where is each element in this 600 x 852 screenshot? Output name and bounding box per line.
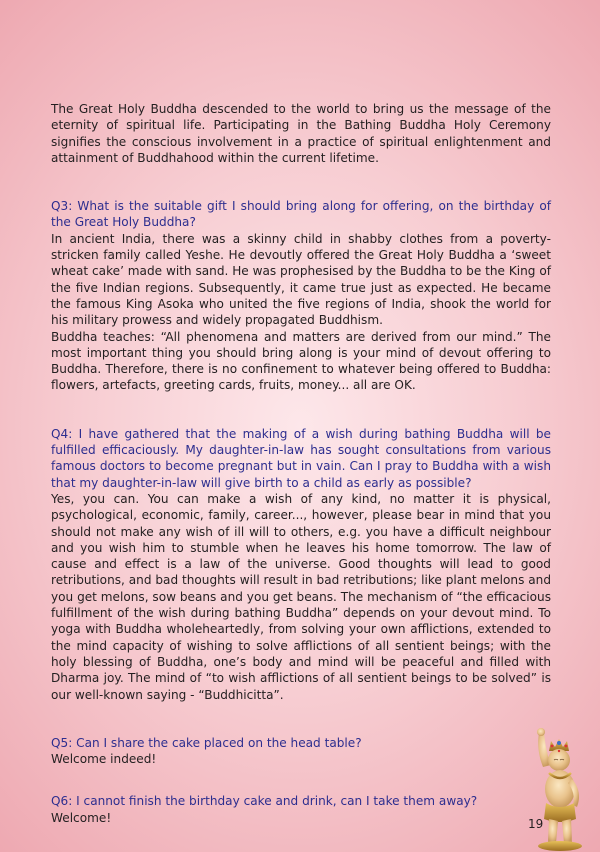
page-content	[51, 101, 551, 826]
intro-paragraph: The Great Holy Buddha descended to the world to bring us the message of the eternity of spiritual life. Participating in the Bathing Buddha Holy Ceremony signifies the conscious involvement in a practice of spiritual enlightenment and attainment of Buddhahood within the current lifetime.	[51, 102, 551, 165]
page-number: 19	[528, 817, 544, 831]
q3-question: Q3: What is the suitable gift I should bring along for offering, on the birthday of the Great Holy Buddha?	[51, 199, 551, 230]
q6-question: Q6: I cannot finish the birthday cake and drink, can I take them away?	[51, 794, 478, 809]
q4-answer: Yes, you can. You can make a wish of any kind, no matter it is physical, psychological, economic, family, career..., however, please bear in mind that you should not make any wish of ill will to others, e.g. you have a difficult neighbour and you wish him to stumble when he leaves his home tomorrow. The law of cause and effect is a law of the universe. Good thoughts will lead to good retributions, and bad thoughts will result in bad retributions; like plant melons and you get melons, sow beans and you get beans. The mechanism of “the efficacious fulfillment of the wish during bathing Buddha” depends on your devout mind. To yoga with Buddha wholeheartedly, from solving your own afflictions, extended to the mind capacity of wishing to solve afflictions of all sentient beings; with the holy blessing of Buddha, one’s body and mind will be peaceful and filled with Dharma joy. The mind of “to wish afflictions of all sentient beings to be solved” is our well-known saying - “Buddhicitta”.	[51, 491, 551, 702]
q5-answer: Welcome indeed!	[51, 752, 157, 767]
baby-buddha-figure-image	[521, 727, 596, 852]
q3-answer-paragraph-1: In ancient India, there was a skinny child in shabby clothes from a poverty-stricken family called Yeshe. He devoutly offered the Great Holy Buddha a ‘sweet wheat cake’ made with sand. He was prophesised by the Buddha to be the King of the five Indian regions. Subsequently, it came true just as expected. He became the famous King Asoka who united the five regions of India, shook the world for his military prowess and widely propagated Buddhism.	[51, 231, 551, 328]
q4-question: Q4: I have gathered that the making of a wish during bathing Buddha will be fulfilled efficaciously. My daughter-in-law has sought consultations from various famous doctors to become pregnant but in vain. Can I pray to Buddha with a wish that my daughter-in-law will give birth to a child as early as possible?	[51, 426, 551, 490]
q6-answer: Welcome!	[51, 810, 112, 825]
q3-answer-paragraph-2: Buddha teaches: “All phenomena and matters are derived from our mind.” The most important thing you should bring along is your mind of devout offering to Buddha. Therefore, there is no confinement to whatever being offered to Buddha: flowers, artefacts, greeting cards, fruits, money... all are OK.	[51, 329, 551, 393]
q5-question: Q5: Can I share the cake placed on the head table?	[51, 735, 362, 750]
